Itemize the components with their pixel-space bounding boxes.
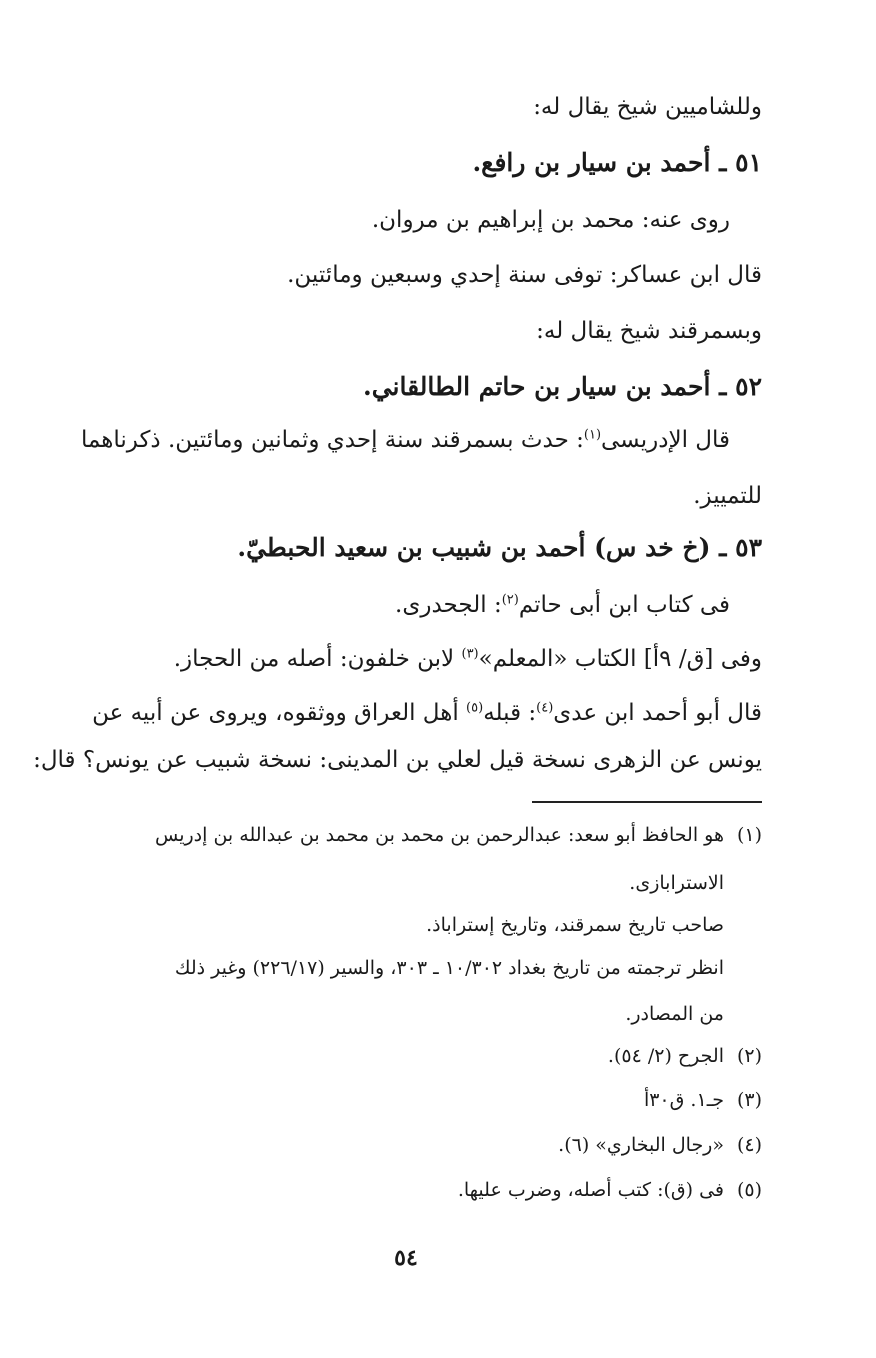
entry-53-line-1-a: فى كتاب ابن أبى حاتم (518, 592, 730, 618)
footnote-2-number: (٢) (736, 1045, 762, 1067)
page-number: ٥٤ (394, 1245, 418, 1271)
entry-53-line-1-b: : الجحدرى. (395, 592, 502, 618)
footnote-separator (532, 801, 762, 803)
footnote-3-number: (٣) (736, 1089, 762, 1111)
footnote-5 (458, 1177, 762, 1203)
footnote-ref-3: (٣) (461, 646, 479, 662)
entry-51-heading: ٥١ ـ أحمد بن سيار بن رافع. (472, 148, 762, 177)
entry-51-line-2: قال ابن عساكر: توفى سنة إحدي وسبعين ومائتين. (287, 262, 762, 288)
footnote-4-number: (٤) (736, 1134, 762, 1156)
footnote-3 (644, 1087, 762, 1113)
footnote-1-number: (١) (736, 824, 762, 846)
entry-52-line-1-b: : حدث بسمرقند سنة إحدي وثمانين ومائتين. ذكرناهما (80, 427, 584, 453)
footnote-4 (558, 1132, 762, 1158)
footnote-ref-4: (٤) (536, 700, 554, 716)
entry-53-line-2-a: وفى [ق/ ٩أ] الكتاب «المعلم» (478, 646, 762, 672)
entry-53-line-3 (92, 698, 762, 728)
entry-53-line-1 (395, 590, 730, 620)
entry-53-line-3-a: قال أبو أحمد ابن عدى (553, 700, 762, 726)
entry-53-line-2-b: لابن خلفون: أصله من الحجاز. (173, 646, 462, 672)
footnote-5-text: فى (ق): كتب أصله، وضرب عليها. (457, 1179, 724, 1201)
entry-51-line-1: روى عنه: محمد بن إبراهيم بن مروان. (371, 207, 730, 233)
entry-51-line-3: وبسمرقند شيخ يقال له: (536, 318, 762, 344)
entry-52-line-1 (81, 425, 730, 455)
footnote-ref-1: (١) (583, 427, 602, 443)
entry-53-line-2 (174, 644, 762, 674)
document-page (33, 0, 762, 1358)
entry-53-line-3-b: : قبله (483, 700, 537, 726)
footnote-1-line-1 (155, 822, 762, 848)
footnote-ref-5: (٥) (466, 700, 484, 716)
footnote-2 (608, 1043, 762, 1069)
footnote-2-text: الجرح (٢/ ٥٤). (607, 1045, 724, 1067)
intro-line: وللشاميين شيخ يقال له: (533, 94, 762, 120)
footnote-3-text: جـ١. ق٣٠أ (643, 1089, 724, 1111)
entry-53-heading: ٥٣ ـ (خ خد س) أحمد بن شبيب بن سعيد الحبطيّ. (237, 533, 762, 562)
entry-52-line-2: للتمييز. (693, 483, 762, 509)
footnote-1-line-3: صاحب تاريخ سمرقند، وتاريخ إستراباذ. (426, 914, 724, 936)
footnote-1-line-2: الاسترابازى. (629, 872, 724, 894)
entry-53-line-3-c: أهل العراق ووثقوه، ويروى عن أبيه عن (92, 700, 467, 726)
footnote-1-line-5: من المصادر. (625, 1003, 724, 1025)
footnote-5-number: (٥) (736, 1179, 762, 1201)
footnote-1-line-4: انظر ترجمته من تاريخ بغداد ١٠/٣٠٢ ـ ٣٠٣، والسير (٢٢٦/١٧) وغير ذلك (174, 957, 724, 979)
entry-53-line-4: يونس عن الزهرى نسخة قيل لعلي بن المدينى: نسخة شبيب عن يونس؟ قال: (33, 747, 762, 773)
footnote-1-text-1: هو الحافظ أبو سعد: عبدالرحمن بن محمد بن محمد بن عبدالله بن إدريس (155, 824, 724, 846)
entry-52-heading: ٥٢ ـ أحمد بن سيار بن حاتم الطالقاني. (363, 372, 762, 401)
footnote-4-text: «رجال البخاري» (٦). (558, 1134, 724, 1156)
footnote-ref-2: (٢) (501, 592, 519, 608)
entry-52-line-1-a: قال الإدريسى (601, 427, 730, 453)
